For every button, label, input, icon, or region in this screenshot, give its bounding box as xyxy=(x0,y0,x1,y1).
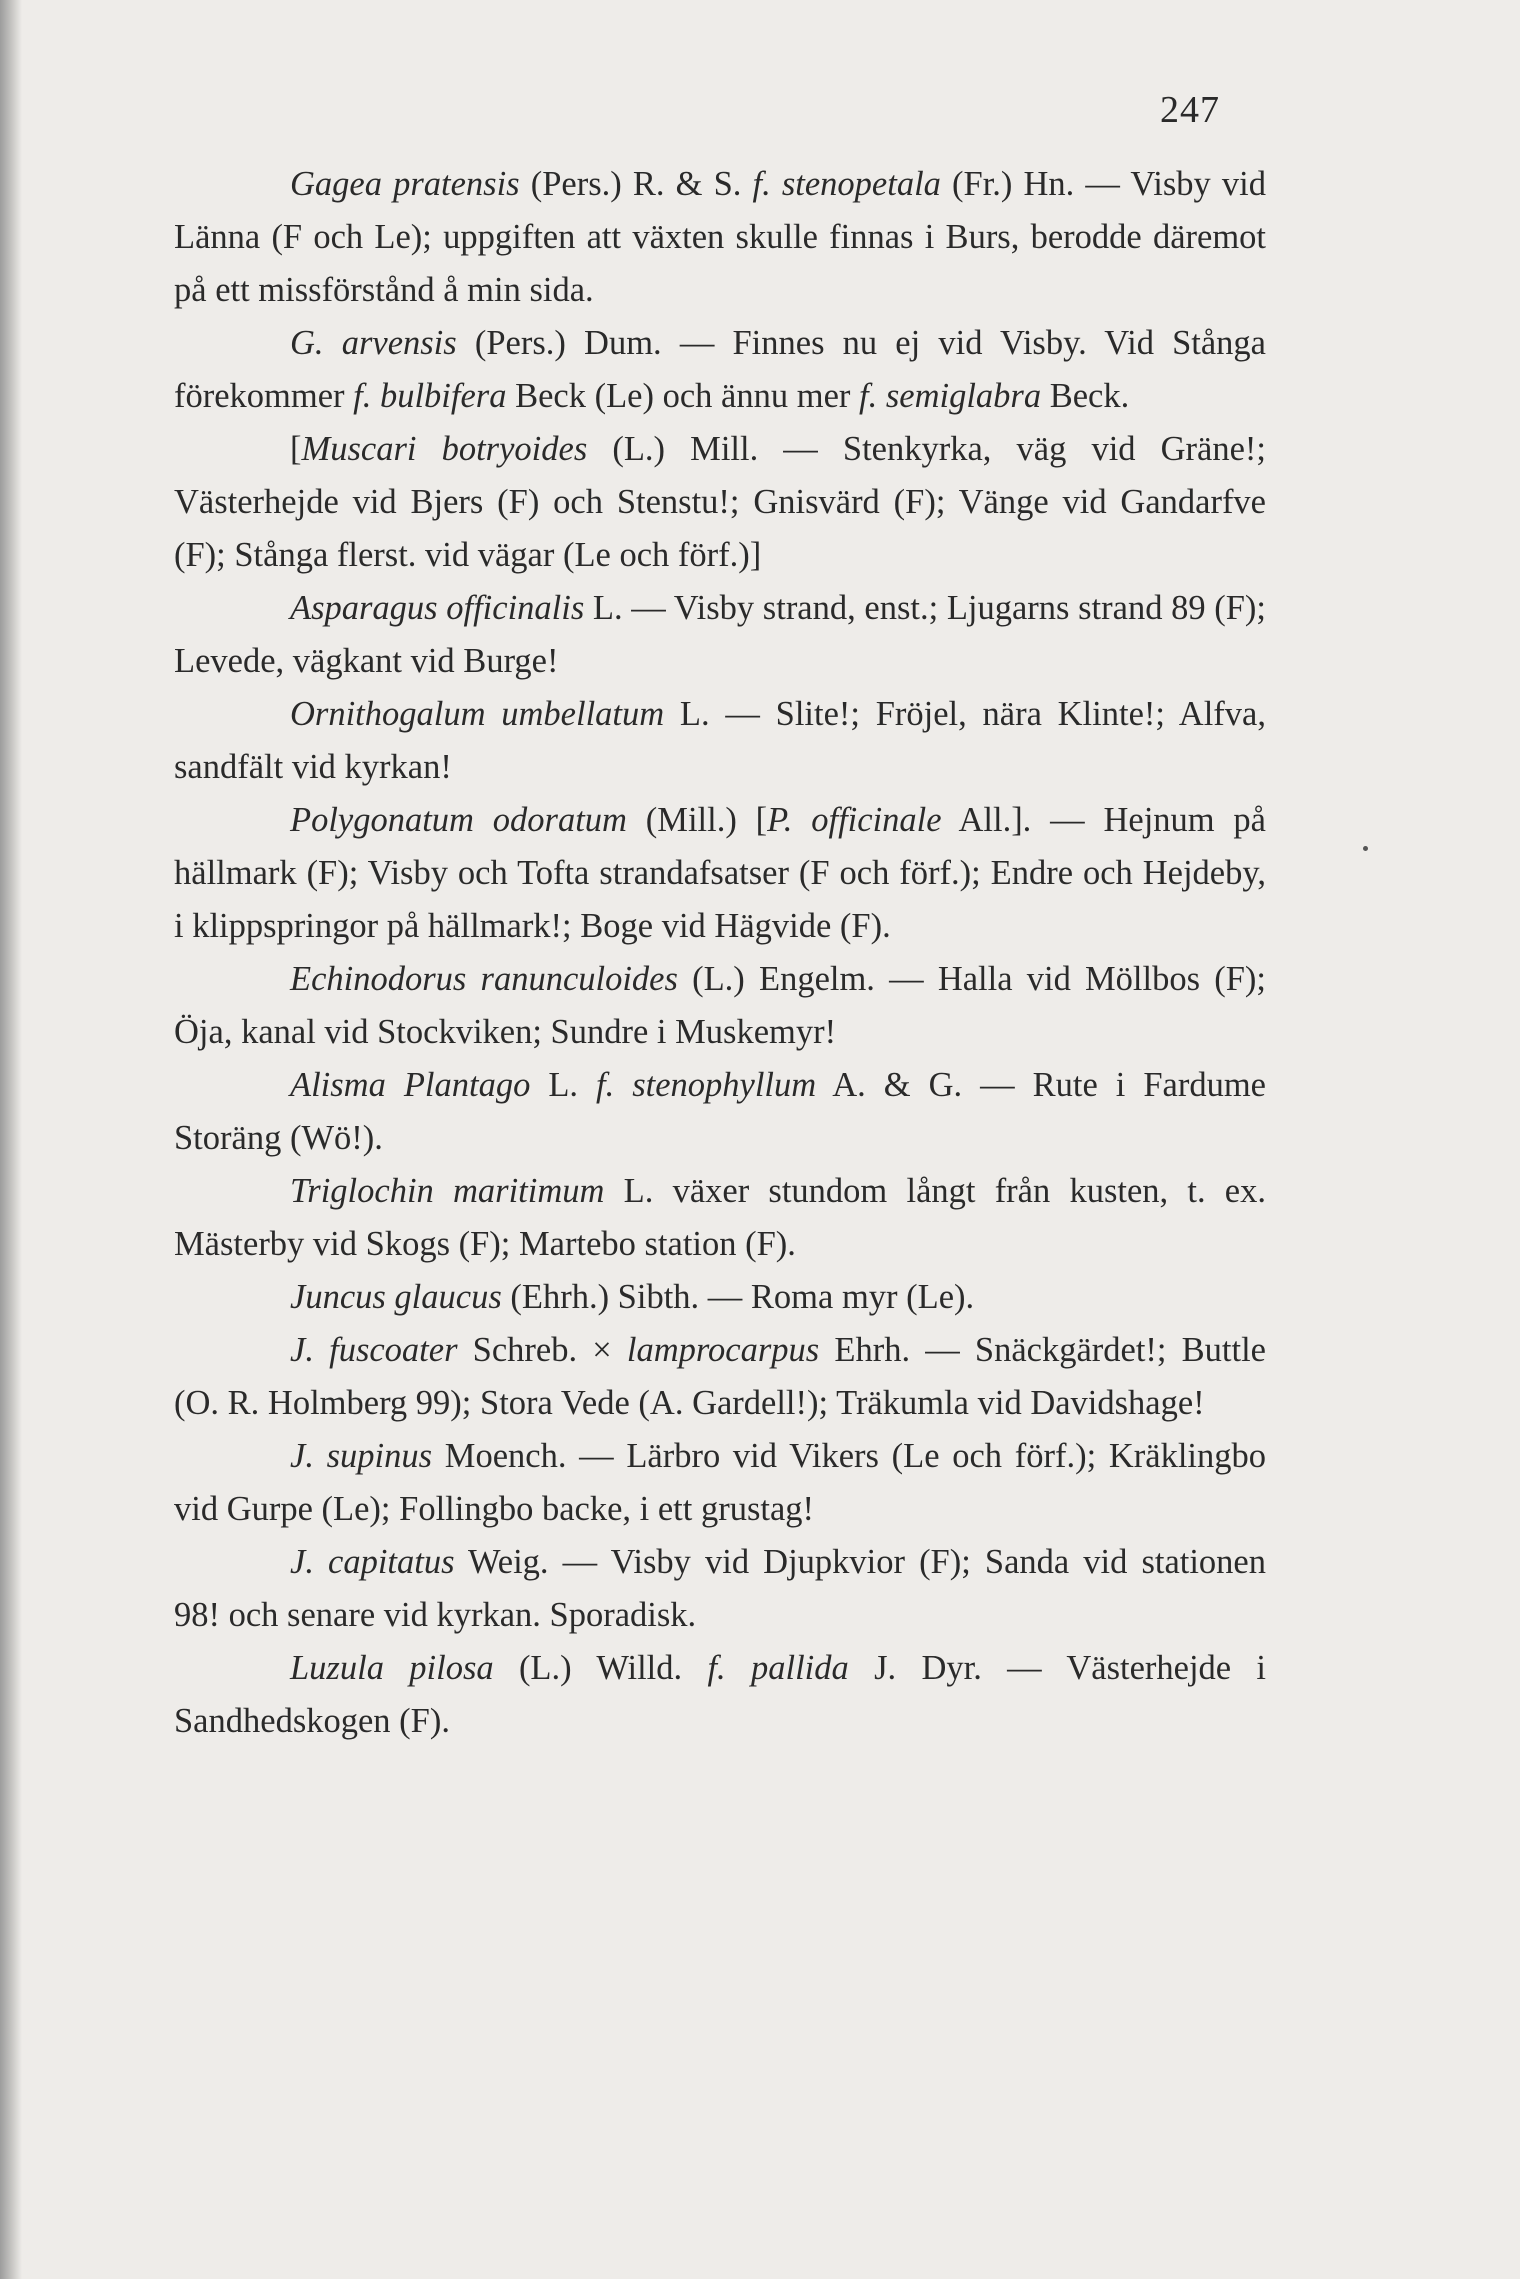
entry-text: (L.) Mill. — Stenkyrka, väg vid Gräne!; Västerhejde vid Bjers (F) och Stenstu!; Gnisvärd (F); Vänge vid Gandarfve (F); Stånga flerst. vid vägar (Le och förf.)] xyxy=(174,430,1266,574)
entry-polygonatum-odoratum xyxy=(174,794,1266,953)
entry-juncus-capitatus xyxy=(174,1536,1266,1642)
entry-luzula-pilosa xyxy=(174,1642,1266,1748)
taxon-name: Alisma Plantago xyxy=(290,1066,531,1104)
taxon-name: f. bulbifera xyxy=(353,377,507,415)
entry-text: (Mill.) [ xyxy=(626,801,768,839)
entry-gagea-arvensis xyxy=(174,317,1266,423)
entry-asparagus-officinalis xyxy=(174,582,1266,688)
taxon-name: lamprocarpus xyxy=(626,1331,820,1369)
taxon-name: P. officinale xyxy=(767,801,942,839)
entry-juncus-glaucus xyxy=(174,1271,1266,1324)
entry-text: (Ehrh.) Sibth. — Roma myr (Le). xyxy=(501,1278,975,1316)
entry-text: Moench. — Lärbro vid Vikers (Le och förf.); Kräklingbo vid Gurpe (Le); Follingbo backe, i ett grustag! xyxy=(174,1437,1266,1528)
entry-juncus-fuscoater xyxy=(174,1324,1266,1430)
entry-gagea-pratensis xyxy=(174,158,1266,317)
entry-text: (Pers.) R. & S. xyxy=(519,165,753,203)
taxon-name: Gagea pratensis xyxy=(290,165,520,203)
entry-text: (L.) Engelm. — Halla vid Möllbos (F); Öja, kanal vid Stockviken; Sundre i Muskemyr! xyxy=(174,960,1266,1051)
print-speck xyxy=(1363,846,1368,851)
entry-text: (Fr.) Hn. — Visby vid Länna (F och Le); uppgiften att växten skulle finnas i Burs, berodde däremot på ett missförstånd å min sida. xyxy=(174,165,1266,309)
entry-text: (L.) Willd. xyxy=(493,1649,708,1687)
taxon-name: f. semiglabra xyxy=(859,377,1042,415)
taxon-name: f. stenopetala xyxy=(752,165,941,203)
taxon-name: Polygonatum odoratum xyxy=(290,801,627,839)
entry-text: Beck (Le) och ännu mer xyxy=(506,377,859,415)
taxon-name: f. stenophyllum xyxy=(596,1066,817,1104)
entry-text: Ehrh. — Snäckgärdet!; Buttle (O. R. Holmberg 99); Stora Vede (A. Gardell!); Träkumla vid Davidshage! xyxy=(174,1331,1266,1422)
taxon-name: G. arvensis xyxy=(290,324,457,362)
taxon-name: J. capitatus xyxy=(290,1543,455,1581)
page-number: 247 xyxy=(1160,89,1220,131)
taxon-name: Luzula pilosa xyxy=(290,1649,494,1687)
taxon-name: J. supinus xyxy=(290,1437,433,1475)
taxon-name: Juncus glaucus xyxy=(290,1278,502,1316)
taxon-name: Ornithogalum umbellatum xyxy=(290,695,665,733)
taxon-name: Triglochin maritimum xyxy=(290,1172,605,1210)
taxon-name: Echinodorus ranunculoides xyxy=(290,960,678,998)
entry-text: Weig. — Visby vid Djupkvior (F); Sanda vid stationen 98! och senare vid kyrkan. Sporadisk. xyxy=(174,1543,1266,1634)
entry-text: L. — Visby strand, enst.; Ljugarns strand 89 (F); Levede, vägkant vid Burge! xyxy=(174,589,1266,680)
entry-muscari-botryoides xyxy=(174,423,1266,582)
entry-text: L. växer stundom långt från kusten, t. ex. Mästerby vid Skogs (F); Martebo station (F). xyxy=(174,1172,1266,1263)
entry-text: Beck. xyxy=(1041,377,1130,415)
entry-echinodorus-ranunculoides xyxy=(174,953,1266,1059)
entry-text: [ xyxy=(290,430,302,468)
taxon-name: Asparagus officinalis xyxy=(290,589,585,627)
taxon-name: J. fuscoater xyxy=(290,1331,458,1369)
entry-text: All.]. — Hejnum på hällmark (F); Visby och Tofta strandafsatser (F och förf.); Endre och Hejdeby, i klippspringor på hällmark!; Boge vid Hägvide (F). xyxy=(174,801,1266,945)
entry-text: L. — Slite!; Fröjel, nära Klinte!; Alfva, sandfält vid kyrkan! xyxy=(174,695,1266,786)
taxon-name: f. pallida xyxy=(707,1649,849,1687)
entry-text: J. Dyr. — Västerhejde i Sandhedskogen (F). xyxy=(174,1649,1267,1740)
entry-juncus-supinus xyxy=(174,1430,1266,1536)
entry-triglochin-maritimum xyxy=(174,1165,1266,1271)
entry-text: A. & G. — Rute i Fardume Storäng (Wö!). xyxy=(174,1066,1266,1157)
taxon-name: Muscari botryoides xyxy=(301,430,588,468)
entry-text: Schreb. × xyxy=(457,1331,627,1369)
page-binding-shadow xyxy=(0,0,22,2279)
entry-text: (Pers.) Dum. — Finnes nu ej vid Visby. Vid Stånga förekommer xyxy=(174,324,1266,415)
entry-ornithogalum-umbellatum xyxy=(174,688,1266,794)
entry-text: L. xyxy=(530,1066,597,1104)
body-text xyxy=(174,158,1266,1748)
entry-alisma-plantago xyxy=(174,1059,1266,1165)
